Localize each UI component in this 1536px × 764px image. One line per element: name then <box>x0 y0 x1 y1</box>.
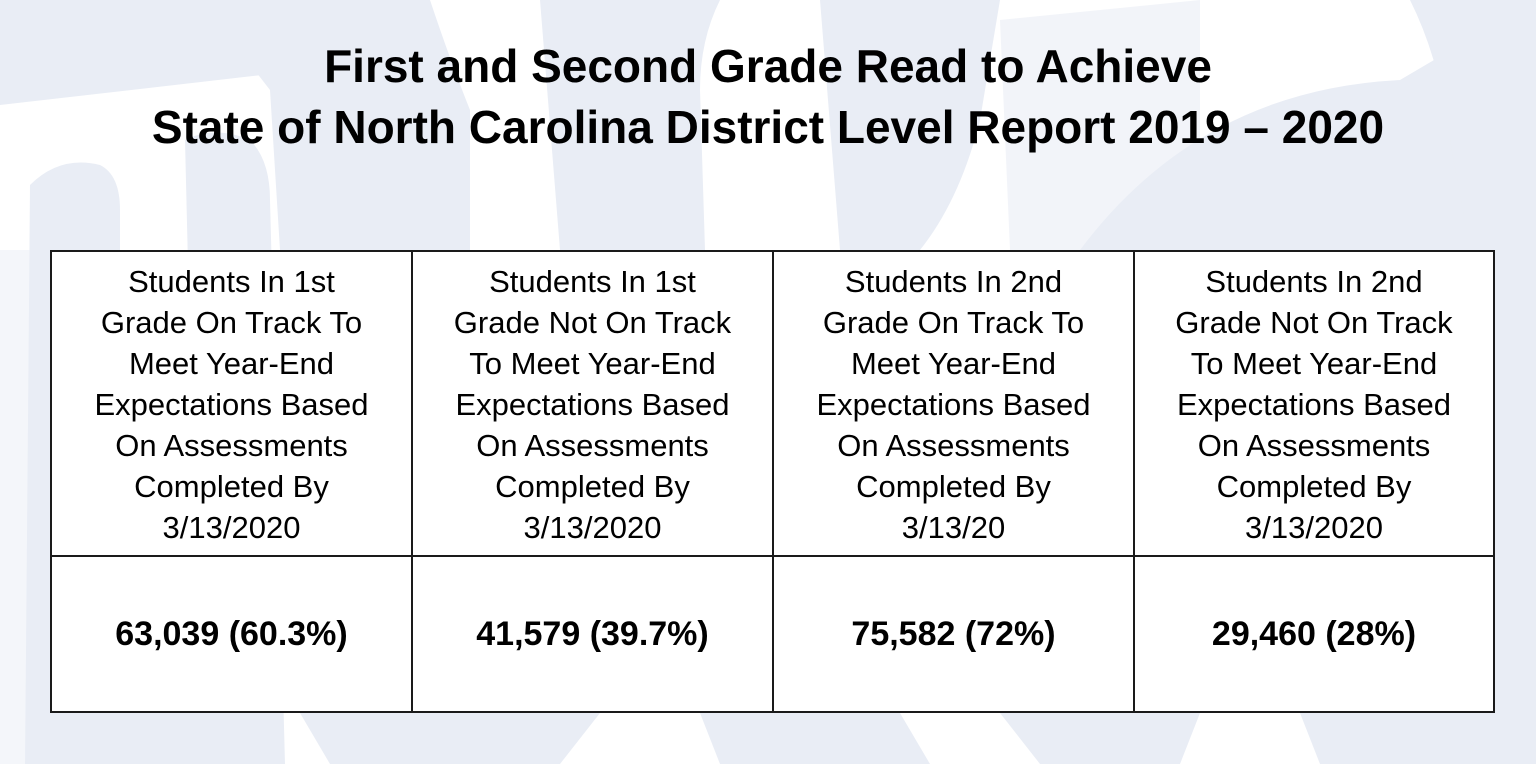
report-title <box>0 36 1536 158</box>
title-line-2: State of North Carolina District Level Report 2019 – 2020 <box>151 101 1385 153</box>
title-line-1: First and Second Grade Read to Achieve <box>324 40 1212 92</box>
header-row <box>51 251 1494 556</box>
value-cell-grade1-on-track: 63,039 (60.3%) <box>51 556 412 712</box>
header-cell-grade1-on-track: Students In 1st Grade On Track To Meet Year-End Expectations Based On Assessments Completed By 3/13/2020 <box>51 251 412 556</box>
value-cell-grade2-on-track: 75,582 (72%) <box>773 556 1134 712</box>
value-row <box>51 556 1494 712</box>
header-cell-grade2-not-on-track: Students In 2nd Grade Not On Track To Meet Year-End Expectations Based On Assessments Completed By 3/13/2020 <box>1134 251 1494 556</box>
header-cell-grade1-not-on-track: Students In 1st Grade Not On Track To Meet Year-End Expectations Based On Assessments Completed By 3/13/2020 <box>412 251 773 556</box>
header-cell-grade2-on-track: Students In 2nd Grade On Track To Meet Year-End Expectations Based On Assessments Completed By 3/13/20 <box>773 251 1134 556</box>
value-cell-grade1-not-on-track: 41,579 (39.7%) <box>412 556 773 712</box>
value-cell-grade2-not-on-track: 29,460 (28%) <box>1134 556 1494 712</box>
results-table <box>50 250 1495 713</box>
